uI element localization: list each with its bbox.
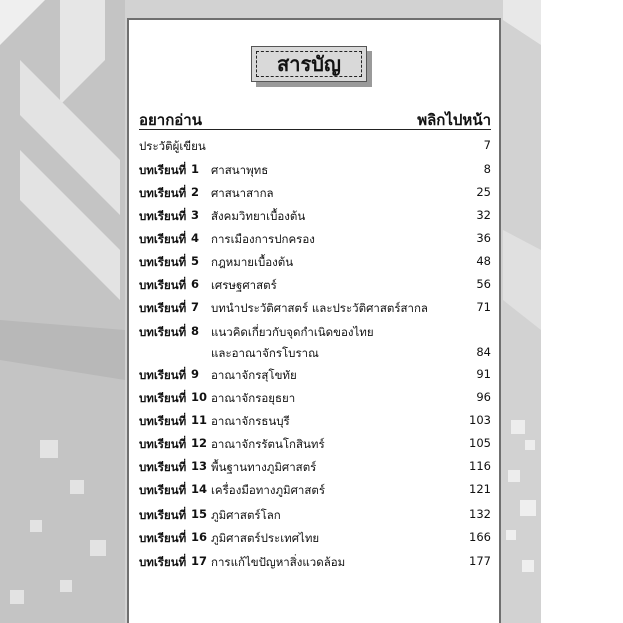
toc-lesson-title: กฎหมายเบื้องต้น bbox=[211, 255, 294, 269]
toc-lesson-label: บทเรียนที่ bbox=[139, 483, 187, 497]
toc-lesson-label: บทเรียนที่ bbox=[139, 325, 187, 339]
toc-lesson-title: อาณาจักรสุโขทัย bbox=[211, 368, 297, 382]
toc-lesson-number: 13 bbox=[191, 459, 208, 473]
toc-lesson-label: บทเรียนที่ bbox=[139, 278, 187, 292]
toc-lesson-number: 12 bbox=[191, 436, 208, 450]
toc-preface-title: ประวัติผู้เขียน bbox=[139, 139, 206, 153]
toc-lesson-number: 3 bbox=[191, 208, 200, 222]
toc-lesson-label: บทเรียนที่ bbox=[139, 209, 187, 223]
toc-page-number: 8 bbox=[483, 162, 491, 176]
toc-lesson-title-line2: และอาณาจักรโบราณ bbox=[211, 346, 319, 360]
toc-lesson-number: 16 bbox=[191, 530, 208, 544]
toc-lesson-title: อาณาจักรรัตนโกสินทร์ bbox=[211, 437, 325, 451]
toc-lesson-title: ศาสนาสากล bbox=[211, 186, 274, 200]
toc-lesson-title: พื้นฐานทางภูมิศาสตร์ bbox=[211, 460, 317, 474]
toc-lesson-number: 1 bbox=[191, 162, 200, 176]
toc-page-number: 25 bbox=[476, 185, 491, 199]
toc-lesson-number: 14 bbox=[191, 482, 208, 496]
toc-page-number: 56 bbox=[476, 277, 491, 291]
title-badge bbox=[251, 46, 373, 90]
toc-lesson-number: 6 bbox=[191, 277, 200, 291]
header-left-label: อยากอ่าน bbox=[139, 111, 202, 129]
toc-lesson-title: เครื่องมือทางภูมิศาสตร์ bbox=[211, 483, 326, 497]
toc-page-number: 116 bbox=[469, 459, 491, 473]
toc-page-number: 166 bbox=[469, 530, 491, 544]
page-title: สารบัญ bbox=[256, 51, 362, 77]
header-right-label: พลิกไปหน้า bbox=[417, 111, 491, 129]
toc-page-number: 91 bbox=[476, 367, 491, 381]
toc-lesson-title: แนวคิดเกี่ยวกับจุดกำเนิดของไทย bbox=[211, 325, 374, 339]
toc-lesson-title: อาณาจักรธนบุรี bbox=[211, 414, 290, 428]
toc-lesson-label: บทเรียนที่ bbox=[139, 391, 187, 405]
table-of-contents-page bbox=[127, 18, 501, 623]
toc-lesson-title: สังคมวิทยาเบื้องต้น bbox=[211, 209, 306, 223]
toc-lesson-title: การแก้ไขปัญหาสิ่งแวดล้อม bbox=[211, 555, 346, 569]
toc-page-number: 7 bbox=[483, 138, 491, 152]
toc-lesson-label: บทเรียนที่ bbox=[139, 531, 187, 545]
toc-page-number: 105 bbox=[469, 436, 491, 450]
toc-lesson-label: บทเรียนที่ bbox=[139, 414, 187, 428]
toc-lesson-label: บทเรียนที่ bbox=[139, 437, 187, 451]
toc-lesson-label: บทเรียนที่ bbox=[139, 163, 187, 177]
toc-lesson-title: เศรษฐศาสตร์ bbox=[211, 278, 277, 292]
toc-lesson-label: บทเรียนที่ bbox=[139, 555, 187, 569]
toc-lesson-label: บทเรียนที่ bbox=[139, 460, 187, 474]
toc-lesson-number: 2 bbox=[191, 185, 200, 199]
header-divider bbox=[139, 129, 491, 130]
toc-lesson-label: บทเรียนที่ bbox=[139, 508, 187, 522]
title-box bbox=[251, 46, 367, 82]
toc-lesson-title: บทนำประวัติศาสตร์ และประวัติศาสตร์สากล bbox=[211, 301, 428, 315]
toc-page-number: 84 bbox=[476, 345, 491, 359]
toc-lesson-title: ภูมิศาสตร์ประเทศไทย bbox=[211, 531, 320, 545]
toc-lesson-number: 15 bbox=[191, 507, 208, 521]
toc-page-number: 121 bbox=[469, 482, 491, 496]
toc-lesson-label: บทเรียนที่ bbox=[139, 255, 187, 269]
toc-lesson-number: 5 bbox=[191, 254, 200, 268]
toc-page-number: 48 bbox=[476, 254, 491, 268]
toc-page-number: 177 bbox=[469, 554, 491, 568]
toc-lesson-number: 7 bbox=[191, 300, 200, 314]
toc-lesson-label: บทเรียนที่ bbox=[139, 186, 187, 200]
toc-lesson-label: บทเรียนที่ bbox=[139, 301, 187, 315]
toc-page-number: 96 bbox=[476, 390, 491, 404]
toc-lesson-title: ศาสนาพุทธ bbox=[211, 163, 269, 177]
toc-lesson-number: 11 bbox=[191, 413, 208, 427]
toc-lesson-number: 4 bbox=[191, 231, 200, 245]
toc-lesson-title: อาณาจักรอยุธยา bbox=[211, 391, 296, 405]
toc-lesson-number: 8 bbox=[191, 324, 200, 338]
toc-page-number: 132 bbox=[469, 507, 491, 521]
toc-page-number: 71 bbox=[476, 300, 491, 314]
toc-lesson-label: บทเรียนที่ bbox=[139, 232, 187, 246]
toc-lesson-label: บทเรียนที่ bbox=[139, 368, 187, 382]
toc-page-number: 36 bbox=[476, 231, 491, 245]
toc-lesson-number: 9 bbox=[191, 367, 200, 381]
toc-lesson-title: การเมืองการปกครอง bbox=[211, 232, 315, 246]
toc-lesson-number: 10 bbox=[191, 390, 208, 404]
toc-page-number: 32 bbox=[476, 208, 491, 222]
toc-lesson-number: 17 bbox=[191, 554, 208, 568]
toc-page-number: 103 bbox=[469, 413, 491, 427]
toc-lesson-title: ภูมิศาสตร์โลก bbox=[211, 508, 281, 522]
